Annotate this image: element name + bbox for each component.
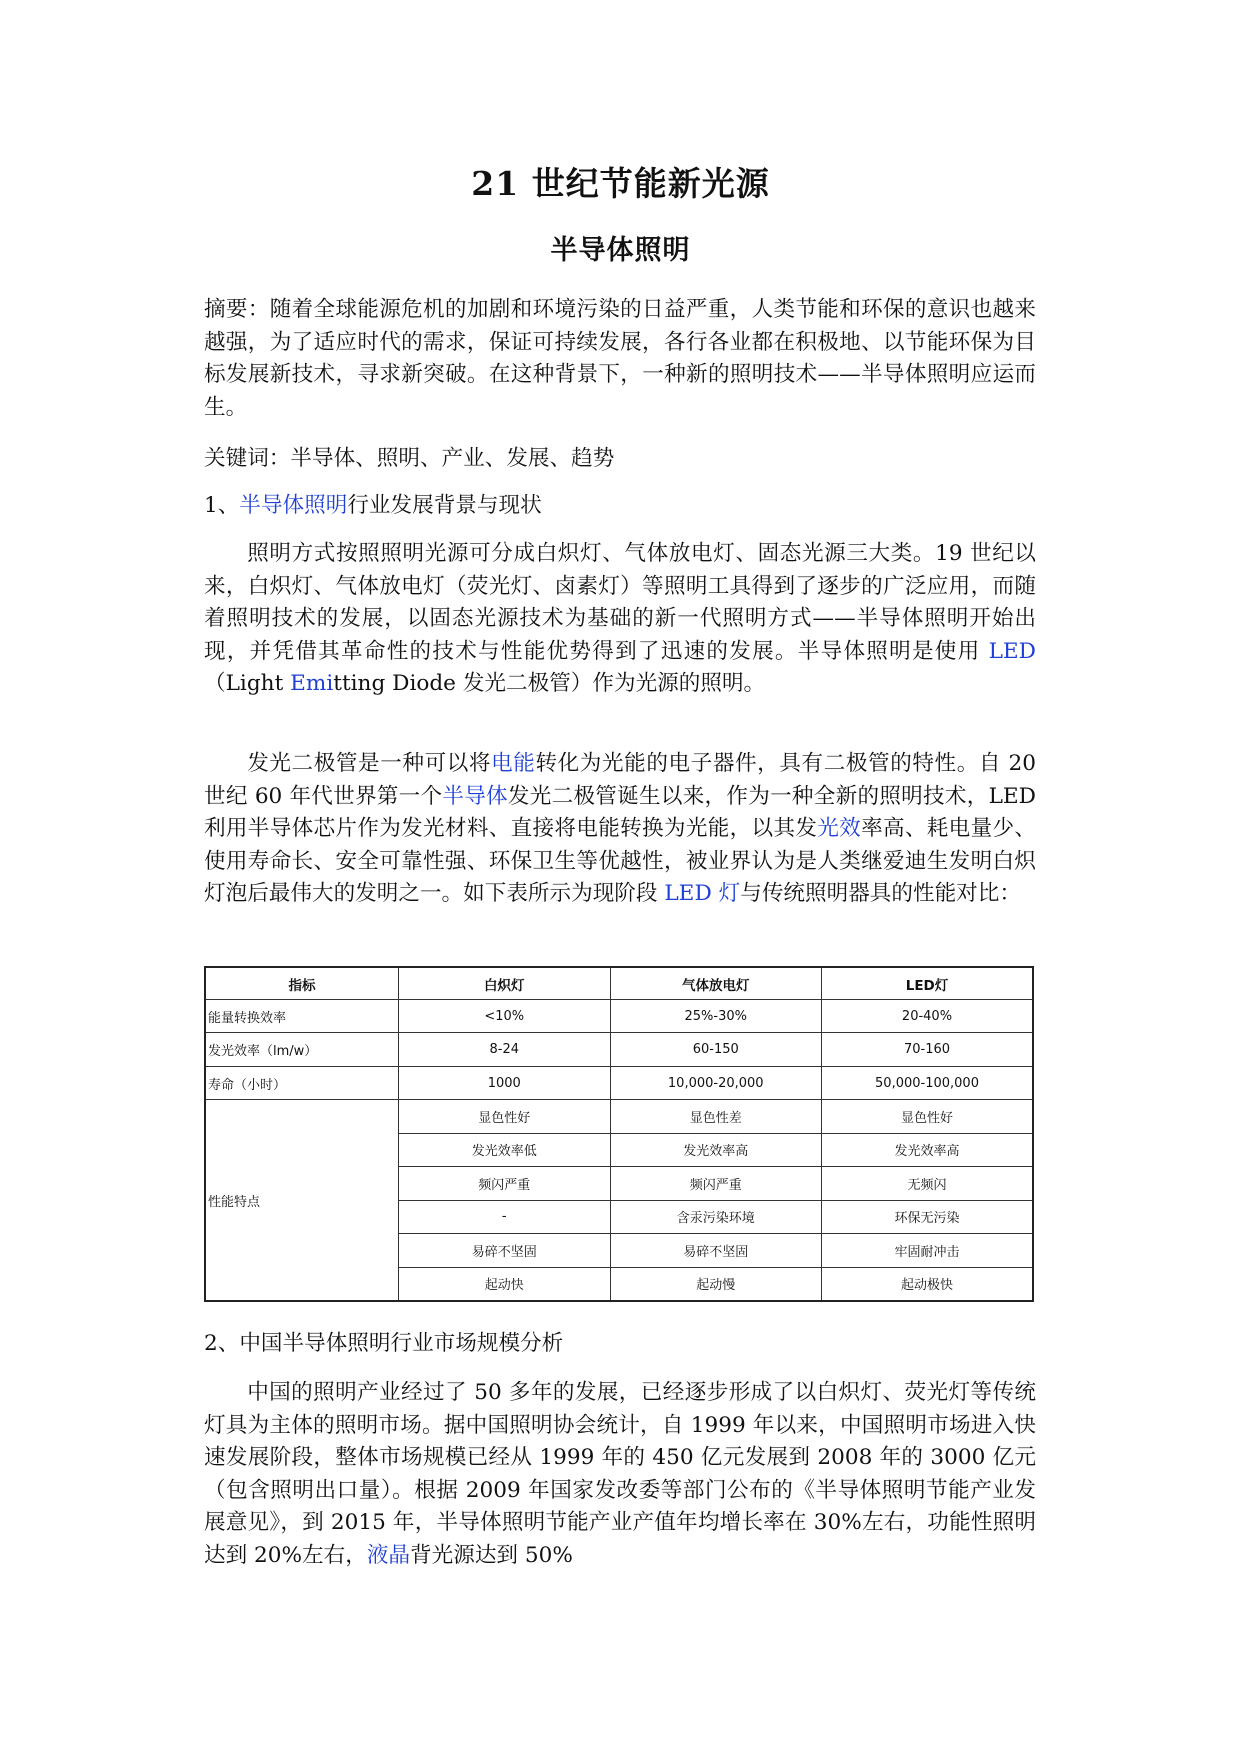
- paragraph-text: 率高、耗电量少、使用寿命长、安全可靠性强、环保卫生等优越性，被业界认为是人类继爱迪生发明白炽灯泡后最伟大的发明之一。如下表所示为现阶段: [204, 816, 1036, 907]
- table-cell: 8-24: [399, 1033, 611, 1066]
- table-cell: 发光效率高: [822, 1133, 1034, 1166]
- table-cell: 显色性好: [399, 1100, 611, 1133]
- semiconductor-lighting-link[interactable]: 半导体照明: [239, 493, 348, 518]
- table-cell: 起动慢: [610, 1267, 822, 1301]
- table-cell: 70-160: [822, 1033, 1034, 1066]
- lcd-link[interactable]: 液晶: [366, 1542, 411, 1568]
- table-row: [205, 1066, 1033, 1099]
- table-cell: 发光效率低: [399, 1133, 611, 1166]
- section-2-heading: 2、中国半导体照明行业市场规模分析: [204, 1331, 564, 1356]
- section-1-heading: [204, 490, 1036, 523]
- table-cell: 频闪严重: [610, 1167, 822, 1200]
- table-cell: 易碎不坚固: [610, 1234, 822, 1267]
- paragraph-lighting-methods: [204, 538, 1036, 701]
- paragraph-led-intro: [204, 748, 1036, 911]
- table-cell: 25%-30%: [610, 1000, 822, 1033]
- led-lamp-link[interactable]: LED 灯: [664, 881, 741, 907]
- table-row: [205, 1100, 1033, 1133]
- table-cell: 含汞污染环境: [610, 1200, 822, 1233]
- table-cell: <10%: [399, 1000, 611, 1033]
- keywords-line: 关键词：半导体、照明、产业、发展、趋势: [204, 446, 615, 471]
- paragraph-china-market: [204, 1377, 1036, 1573]
- table-cell: 起动快: [399, 1267, 611, 1301]
- paragraph-text: 发光二极管诞生以来，作为一种全新的照明技术，LED 利用半导体芯片作为发光材料、直接将电能转换为光能，以其发: [204, 783, 1036, 842]
- paragraph-text: tting Diode 发光二极管）作为光源的照明。: [333, 671, 766, 697]
- paragraph-text: 照明方式按照照明光源可分成白炽灯、气体放电灯、固态光源三大类。19 世纪以来，白炽灯、气体放电灯（荧光灯、卤素灯）等照明工具得到了逐步的广泛应用，而随着照明技术的发展，以固态光源技术为基础的新一代照明方式——半导体照明开始出现，并凭借其革命性的技术与性能优势得到了迅速的发展。半导体照明是使用: [204, 541, 1036, 664]
- row-label: 能量转换效率: [205, 1000, 399, 1033]
- paragraph-text: 背光源达到 50%: [410, 1542, 573, 1568]
- header-metric: 指标: [205, 967, 399, 1000]
- table-cell: 牢固耐冲击: [822, 1234, 1034, 1267]
- semiconductor-link[interactable]: 半导体: [442, 783, 508, 809]
- paragraph-text: 转化为光能的电子器件，具有二极管的特性。自 20 世纪 60 年代世界第一个: [204, 751, 1036, 809]
- table-cell: 发光效率高: [610, 1133, 822, 1166]
- table-cell: 频闪严重: [399, 1167, 611, 1200]
- paragraph-text: 与传统照明器具的性能对比：: [740, 881, 1021, 907]
- table-cell: 无频闪: [822, 1167, 1034, 1200]
- led-link[interactable]: LED: [988, 638, 1036, 664]
- header-led: LED灯: [822, 967, 1034, 1000]
- performance-comparison-table: [204, 966, 1034, 1302]
- feature-row-label: 性能特点: [205, 1100, 399, 1301]
- table-cell: 10,000-20,000: [610, 1066, 822, 1099]
- emi-link[interactable]: Emi: [290, 671, 334, 697]
- table-row: [205, 1033, 1033, 1066]
- table-cell: 环保无污染: [822, 1200, 1034, 1233]
- table-cell: 20-40%: [822, 1000, 1034, 1033]
- table-cell: -: [399, 1200, 611, 1233]
- row-label: 寿命（小时）: [205, 1066, 399, 1099]
- electric-energy-link[interactable]: 电能: [491, 751, 536, 776]
- paragraph-text: 中国的照明产业经过了 50 多年的发展，已经逐步形成了以白炽灯、荧光灯等传统灯具为主体的照明市场。据中国照明协会统计，自 1999 年以来，中国照明市场进入快速发展阶段，整体市场规模已经从 1999 年的 450 亿元发展到 2008 年的 3000 亿元（包含照明出口量）。根据 2009 年国家发改委等部门公布的《半导体照明节能产业发展意见》，到 2015 年，半导体照明节能产业产值年均增长率在 30%左右，功能性照明达到 20%左右，: [204, 1380, 1036, 1568]
- table-cell: 显色性差: [610, 1100, 822, 1133]
- table-cell: 1000: [399, 1066, 611, 1099]
- abstract-paragraph: 摘要：随着全球能源危机的加剧和环境污染的日益严重，人类节能和环保的意识也越来越强，为了适应时代的需求，保证可持续发展，各行各业都在积极地、以节能环保为目标发展新技术，寻求新突破。在这种背景下，一种新的照明技术——半导体照明应运而生。: [204, 297, 1036, 420]
- table-cell: 60-150: [610, 1033, 822, 1066]
- document-subtitle: 半导体照明: [550, 235, 691, 266]
- section-1-title: 行业发展背景与现状: [347, 493, 542, 518]
- section-1-number: 1、: [204, 493, 240, 518]
- document-title: 21 世纪节能新光源: [471, 164, 770, 203]
- paragraph-text: 发光二极管是一种可以将: [247, 751, 492, 776]
- header-incandescent: 白炽灯: [399, 967, 611, 1000]
- table-cell: 显色性好: [822, 1100, 1034, 1133]
- row-label: 发光效率（lm/w）: [205, 1033, 399, 1066]
- table-cell: 50,000-100,000: [822, 1066, 1034, 1099]
- table-cell: 起动极快: [822, 1267, 1034, 1301]
- header-gas-discharge: 气体放电灯: [610, 967, 822, 1000]
- table-cell: 易碎不坚固: [399, 1234, 611, 1267]
- table-header-row: [205, 967, 1033, 1000]
- paragraph-text: （Light: [204, 671, 291, 697]
- table-row: [205, 1000, 1033, 1033]
- luminous-efficacy-link[interactable]: 光效: [817, 816, 862, 842]
